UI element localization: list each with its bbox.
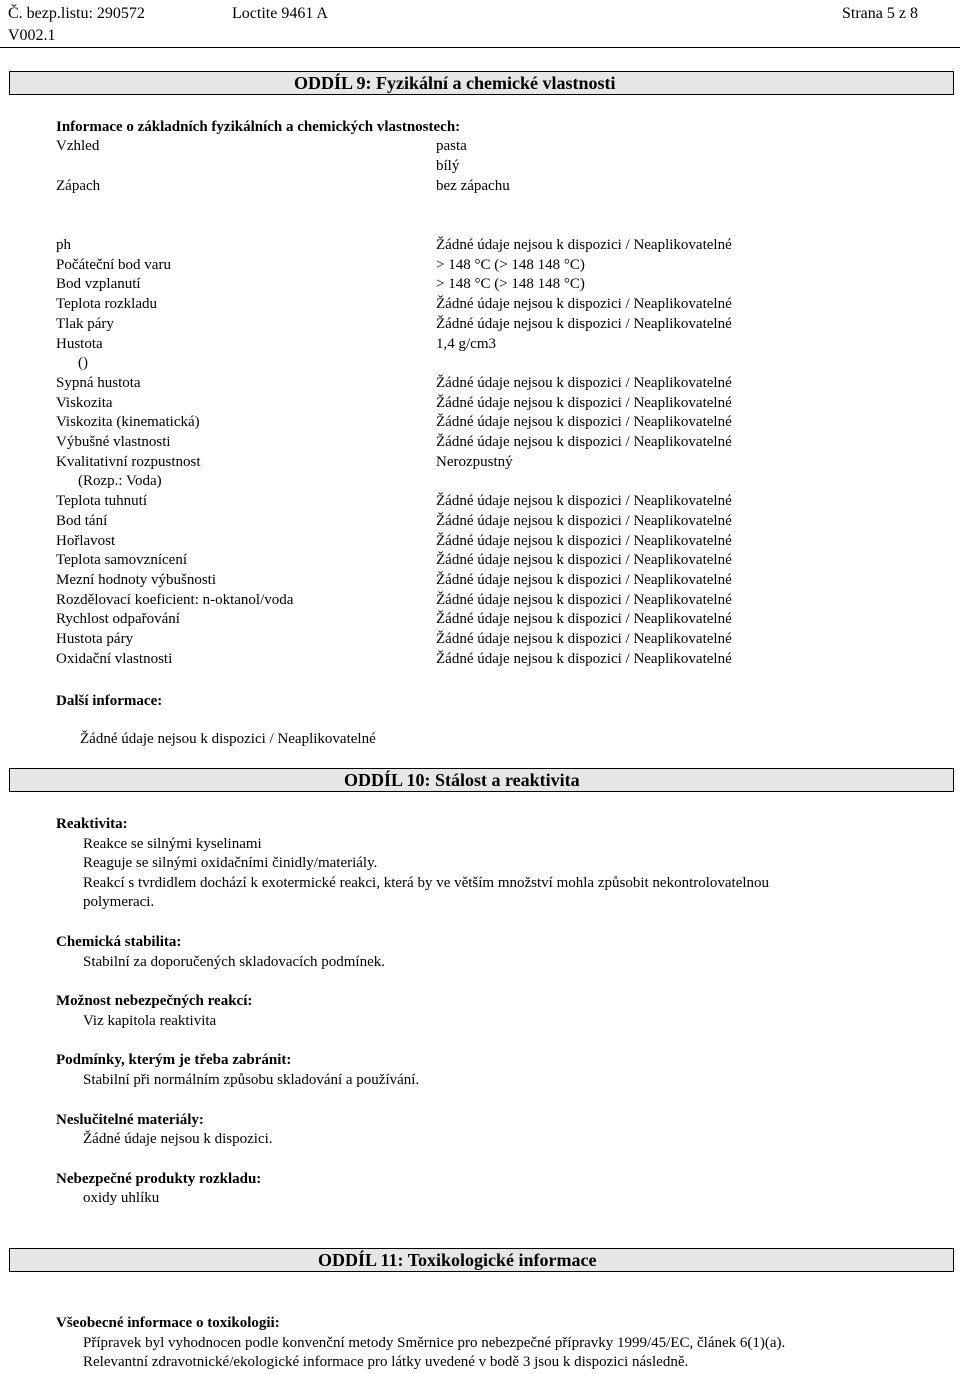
basic-properties-heading: Informace o základních fyzikálních a chemických vlastnostech: — [56, 119, 461, 135]
further-info-text: Žádné údaje nejsou k dispozici / Neaplikovatelné — [80, 731, 376, 747]
reactivity-line: Reakcí s tvrdidlem dochází k exotermické reakci, která by ve větším množství mohla způsobit nekontrolovatelnou — [83, 875, 770, 891]
property-label: Bod vzplanutí — [56, 276, 141, 292]
odor-value: bez zápachu — [436, 178, 510, 194]
property-value: Žádné údaje nejsou k dispozici / Neaplikovatelné — [436, 631, 732, 647]
property-value: Nerozpustný — [436, 454, 513, 470]
property-value: Žádné údaje nejsou k dispozici / Neaplikovatelné — [436, 611, 732, 627]
conditions-text: Stabilní při normálním způsobu skladování a používání. — [83, 1072, 420, 1088]
section-10-title: ODDÍL 10: Stálost a reaktivita — [344, 770, 580, 790]
property-label: Viskozita — [56, 395, 113, 411]
property-value: Žádné údaje nejsou k dispozici / Neaplikovatelné — [436, 434, 732, 450]
hazardous-reactions-heading: Možnost nebezpečných reakcí: — [56, 993, 253, 1009]
section-11-title: ODDÍL 11: Toxikologické informace — [318, 1250, 597, 1270]
property-value: Žádné údaje nejsou k dispozici / Neaplikovatelné — [436, 651, 732, 667]
property-value: 1,4 g/cm3 — [436, 336, 496, 352]
property-label: Počáteční bod varu — [56, 257, 171, 273]
property-value: Žádné údaje nejsou k dispozici / Neaplikovatelné — [436, 395, 732, 411]
property-label: () — [78, 355, 88, 371]
property-label: Tlak páry — [56, 316, 114, 332]
stability-heading: Chemická stabilita: — [56, 934, 182, 950]
property-value: Žádné údaje nejsou k dispozici / Neaplikovatelné — [436, 296, 732, 312]
color-value: bílý — [436, 158, 460, 174]
section-9-title: ODDÍL 9: Fyzikální a chemické vlastnosti — [294, 73, 616, 93]
property-label: Sypná hustota — [56, 375, 141, 391]
product-name: Loctite 9461 A — [232, 5, 328, 22]
doc-number: Č. bezp.listu: 290572 — [8, 5, 145, 22]
reactivity-line: polymeraci. — [83, 894, 155, 910]
reactivity-line: Reaguje se silnými oxidačními činidly/materiály. — [83, 855, 378, 871]
property-label: Teplota samovznícení — [56, 552, 187, 568]
property-value: Žádné údaje nejsou k dispozici / Neaplikovatelné — [436, 375, 732, 391]
property-value: Žádné údaje nejsou k dispozici / Neaplikovatelné — [436, 316, 732, 332]
property-value: Žádné údaje nejsou k dispozici / Neaplikovatelné — [436, 414, 732, 430]
property-label: Mezní hodnoty výbušnosti — [56, 572, 216, 588]
appearance-value: pasta — [436, 138, 467, 154]
property-label: ph — [56, 237, 71, 253]
stability-text: Stabilní za doporučených skladovacích podmínek. — [83, 954, 385, 970]
toxicology-line: Přípravek byl vyhodnocen podle konvenční metody Směrnice pro nebezpečné přípravky 1999/45/EC, článek 6(1)(a). — [83, 1335, 786, 1351]
property-value: > 148 °C (> 148 148 °C) — [436, 276, 585, 292]
property-label: (Rozp.: Voda) — [78, 473, 162, 489]
property-value: Žádné údaje nejsou k dispozici / Neaplikovatelné — [436, 552, 732, 568]
decomposition-heading: Nebezpečné produkty rozkladu: — [56, 1171, 262, 1187]
property-value: Žádné údaje nejsou k dispozici / Neaplikovatelné — [436, 592, 732, 608]
property-label: Rozdělovací koeficient: n-oktanol/voda — [56, 592, 294, 608]
toxicology-heading: Všeobecné informace o toxikologii: — [56, 1315, 280, 1331]
property-label: Teplota tuhnutí — [56, 493, 148, 509]
property-value: Žádné údaje nejsou k dispozici / Neaplikovatelné — [436, 533, 732, 549]
reactivity-heading: Reaktivita: — [56, 816, 128, 832]
property-label: Rychlost odpařování — [56, 611, 180, 627]
property-value: Žádné údaje nejsou k dispozici / Neaplikovatelné — [436, 493, 732, 509]
further-info-heading: Další informace: — [56, 693, 163, 709]
version: V002.1 — [8, 27, 56, 44]
property-label: Bod tání — [56, 513, 108, 529]
page-number: Strana 5 z 8 — [842, 5, 918, 22]
appearance-label: Vzhled — [56, 138, 100, 154]
reactivity-line: Reakce se silnými kyselinami — [83, 836, 262, 852]
incompatible-heading: Neslučitelné materiály: — [56, 1112, 204, 1128]
property-value: Žádné údaje nejsou k dispozici / Neaplikovatelné — [436, 237, 732, 253]
conditions-heading: Podmínky, kterým je třeba zabránit: — [56, 1052, 292, 1068]
property-label: Hustota — [56, 336, 103, 352]
property-value: Žádné údaje nejsou k dispozici / Neaplikovatelné — [436, 513, 732, 529]
property-label: Hustota páry — [56, 631, 134, 647]
decomposition-text: oxidy uhlíku — [83, 1190, 160, 1206]
toxicology-line: Relevantní zdravotnické/ekologické informace pro látky uvedené v bodě 3 jsou k dispozici následně. — [83, 1354, 689, 1370]
odor-label: Zápach — [56, 178, 101, 194]
property-label: Oxidační vlastnosti — [56, 651, 173, 667]
property-label: Kvalitativní rozpustnost — [56, 454, 201, 470]
property-label: Výbušné vlastnosti — [56, 434, 171, 450]
header-divider — [0, 47, 960, 48]
property-label: Teplota rozkladu — [56, 296, 157, 312]
hazardous-reactions-text: Viz kapitola reaktivita — [83, 1013, 217, 1029]
property-value: > 148 °C (> 148 148 °C) — [436, 257, 585, 273]
property-value: Žádné údaje nejsou k dispozici / Neaplikovatelné — [436, 572, 732, 588]
incompatible-text: Žádné údaje nejsou k dispozici. — [83, 1131, 273, 1147]
property-label: Viskozita (kinematická) — [56, 414, 200, 430]
property-label: Hořlavost — [56, 533, 116, 549]
